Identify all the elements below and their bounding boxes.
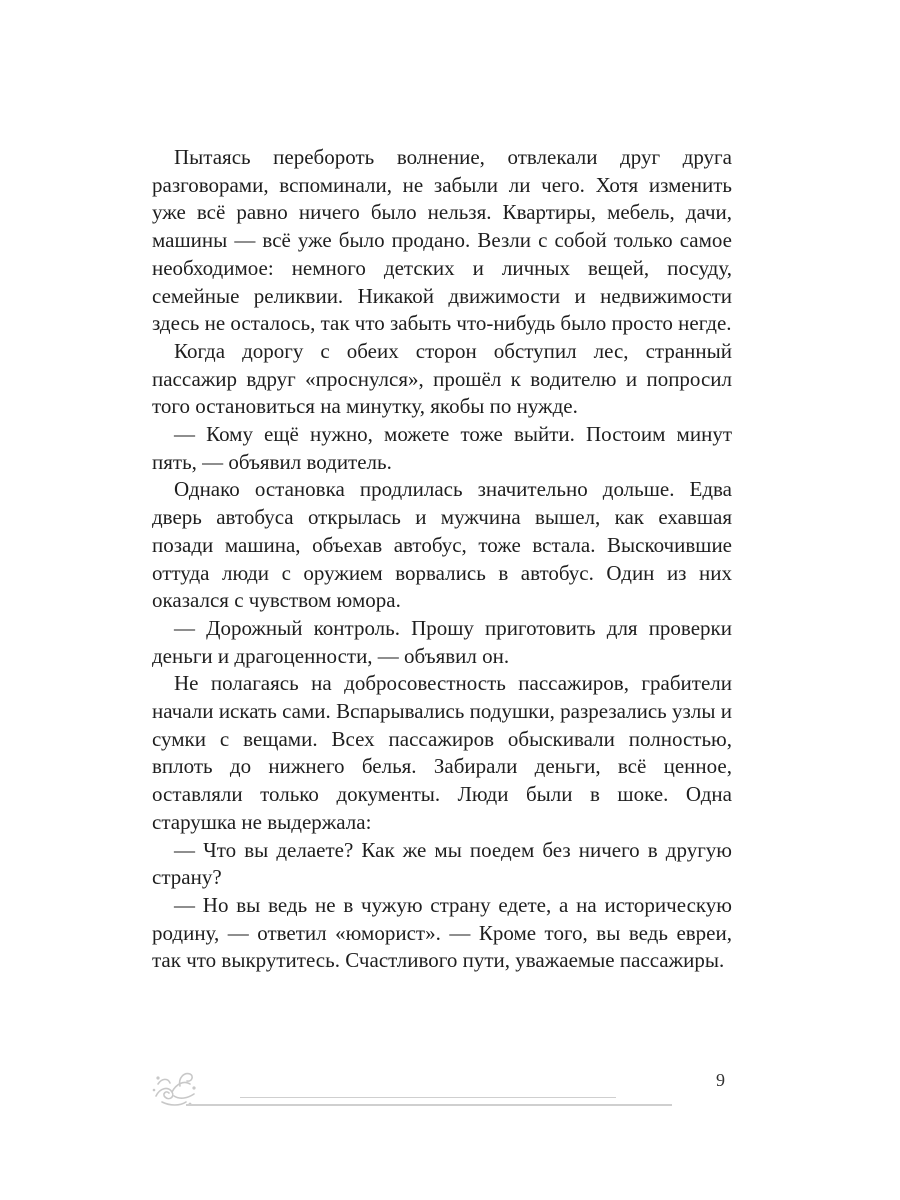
page-number: 9 <box>716 1070 725 1090</box>
dialogue-line: — Кому ещё нужно, можете тоже выйти. Постоим минут пять, — объявил водитель. <box>152 422 732 474</box>
dialogue-line: — Дорожный контроль. Прошу приготовить для проверки деньги и драгоценности, — объявил он. <box>152 615 732 668</box>
dialogue-line: — Но вы ведь не в чужую страну едете, а на историческую родину, — ответил «юморист». — Кроме того, вы ведь евреи, так что выкрутитесь. Счастливого пути, уважаемые пассажиры. <box>152 892 732 973</box>
footer-rule-top <box>240 1097 616 1098</box>
page-body-text <box>152 144 732 975</box>
paragraph: Не полагаясь на добросовестность пассажиров, грабители начали искать сами. Вспарывались подушки, разрезались узлы и сумки с вещами. Всех пассажиров обыскивали полностью, вплоть до нижнего белья. Забирали деньги, всё ценное, оставляли только документы. Люди были в шоке. Одна старушка не выдержала: <box>152 671 732 834</box>
footer-rule-bottom <box>186 1104 672 1106</box>
paragraph: Однако остановка продлилась значительно дольше. Едва дверь автобуса открылась и мужчина вышел, как ехавшая позади машина, объехав автобус, тоже встала. Выскочившие оттуда люди с оружием ворвались в автобус. Один из них оказался с чувством юмора. <box>152 477 732 613</box>
dialogue-line: — Что вы делаете? Как же мы поедем без ничего в другую страну? <box>152 837 732 890</box>
paragraph: Пытаясь перебороть волнение, отвлекали друг друга разговорами, вспоминали, не забыли ли чего. Хотя изменить уже всё равно ничего было нельзя. Квартиры, мебель, дачи, машины — всё уже было продано. Везли с собой только самое необходимое: немного детских и личных вещей, посуду, семейные реликвии. Никакой движимости и недвижимости здесь не осталось, так что забыть что-нибудь было просто негде. <box>152 145 732 336</box>
page-footer <box>150 1060 740 1120</box>
paragraph: Когда дорогу с обеих сторон обступил лес, странный пассажир вдруг «проснулся», прошёл к водителю и попросил того остановиться на минутку, якобы по нужде. <box>152 338 732 419</box>
